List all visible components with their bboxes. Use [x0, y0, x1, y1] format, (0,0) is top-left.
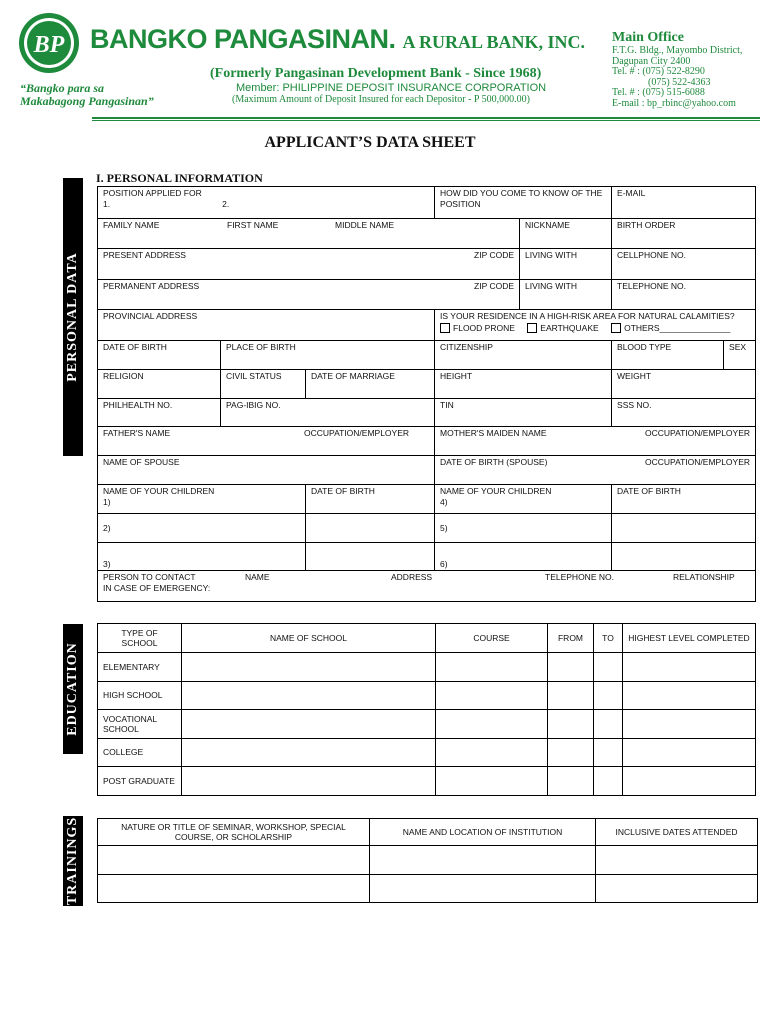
edu-cell[interactable] [594, 653, 623, 682]
training-header-title: NATURE OR TITLE OF SEMINAR, WORKSHOP, SPECIAL COURSE, OR SCHOLARSHIP [98, 819, 370, 846]
weight-cell[interactable]: WEIGHT [612, 370, 756, 399]
section-title: I. PERSONAL INFORMATION [96, 171, 263, 185]
mothers-maiden-name-cell[interactable]: MOTHER'S MAIDEN NAME OCCUPATION/EMPLOYER [435, 427, 756, 456]
training-cell[interactable] [98, 846, 370, 875]
sss-cell[interactable]: SSS NO. [612, 399, 756, 427]
edu-cell[interactable] [436, 682, 548, 710]
edu-cell[interactable] [436, 767, 548, 796]
spouse-name-cell[interactable]: NAME OF SPOUSE [98, 456, 435, 485]
edu-header-course: COURSE [436, 624, 548, 653]
table-row [98, 875, 758, 903]
child-name-cell-5[interactable]: 5) [435, 514, 612, 543]
spouse-dob-cell[interactable]: DATE OF BIRTH (SPOUSE) OCCUPATION/EMPLOYER [435, 456, 756, 485]
edu-cell[interactable] [594, 682, 623, 710]
email-cell[interactable]: E-MAIL [612, 187, 756, 219]
edu-cell[interactable] [623, 739, 756, 767]
edu-header-type: TYPE OF SCHOOL [98, 624, 182, 653]
birth-order-cell[interactable]: BIRTH ORDER [612, 219, 756, 249]
edu-header-to: TO [594, 624, 623, 653]
place-of-birth-cell[interactable]: PLACE OF BIRTH [221, 341, 435, 370]
edu-cell[interactable] [182, 653, 436, 682]
training-cell[interactable] [596, 846, 758, 875]
child-dob-cell-4[interactable]: DATE OF BIRTH [612, 485, 756, 514]
edu-cell[interactable] [623, 682, 756, 710]
telephone-cell[interactable]: TELEPHONE NO. [612, 280, 756, 310]
emergency-contact-cell[interactable]: PERSON TO CONTACT NAME ADDRESS TELEPHONE NO. RELATIONSHIP IN CASE OF EMERGENCY: [98, 571, 756, 602]
edu-row-label: HIGH SCHOOL [98, 682, 182, 710]
table-row [98, 682, 756, 710]
edu-row-label: ELEMENTARY [98, 653, 182, 682]
edu-header-highest-level: HIGHEST LEVEL COMPLETED [623, 624, 756, 653]
edu-row-label: VOCATIONAL SCHOOL [98, 710, 182, 739]
motto: “Bangko para sa Makabagong Pangasinan” [20, 81, 154, 108]
edu-cell[interactable] [623, 767, 756, 796]
religion-cell[interactable]: RELIGION [98, 370, 221, 399]
edu-cell[interactable] [182, 767, 436, 796]
child-dob-cell-6[interactable] [612, 543, 756, 571]
earthquake-checkbox[interactable] [527, 323, 537, 333]
member-text: Member: PHILIPPINE DEPOSIT INSURANCE CORPORATION [236, 82, 547, 94]
child-name-cell-6[interactable]: 6) [435, 543, 612, 571]
tin-cell[interactable]: TIN [435, 399, 612, 427]
child-dob-cell-5[interactable] [612, 514, 756, 543]
living-with-cell[interactable]: LIVING WITH [520, 249, 612, 280]
high-risk-area-cell: IS YOUR RESIDENCE IN A HIGH-RISK AREA FOR NATURAL CALAMITIES? FLOOD PRONE EARTHQUAKE OTHERS_______________ [435, 310, 756, 341]
side-label-trainings: TRAININGS [63, 816, 83, 906]
date-of-birth-cell[interactable]: DATE OF BIRTH [98, 341, 221, 370]
edu-cell[interactable] [594, 710, 623, 739]
training-cell[interactable] [370, 875, 596, 903]
table-row [98, 710, 756, 739]
living-with-cell-2[interactable]: LIVING WITH [520, 280, 612, 310]
main-office-info: Main Office F.T.G. Bldg., Mayombo District, Dagupan City 2400 Tel. # : (075) 522-8290 (075) 522-4363 Tel. # : (075) 515-6088 E-mail : bp_rbinc@yahoo.com [612, 30, 743, 109]
child-dob-cell-2[interactable] [306, 514, 435, 543]
edu-cell[interactable] [623, 653, 756, 682]
side-label-education: EDUCATION [63, 624, 83, 754]
trainings-table [97, 818, 758, 903]
edu-row-label: POST GRADUATE [98, 767, 182, 796]
philhealth-cell[interactable]: PHILHEALTH NO. [98, 399, 221, 427]
training-header-dates: INCLUSIVE DATES ATTENDED [596, 819, 758, 846]
training-cell[interactable] [98, 875, 370, 903]
edu-cell[interactable] [623, 710, 756, 739]
child-dob-cell-3[interactable] [306, 543, 435, 571]
edu-cell[interactable] [548, 739, 594, 767]
table-row [98, 767, 756, 796]
bank-suffix: A RURAL BANK, INC. [402, 32, 586, 52]
present-address-cell[interactable]: PRESENT ADDRESS ZIP CODE [98, 249, 520, 280]
blood-type-cell[interactable]: BLOOD TYPE [612, 341, 724, 370]
header-divider [92, 117, 760, 121]
personal-data-table [97, 186, 756, 602]
child-dob-cell-1[interactable]: DATE OF BIRTH [306, 485, 435, 514]
edu-cell[interactable] [548, 767, 594, 796]
training-cell[interactable] [596, 875, 758, 903]
bank-logo-icon [18, 12, 80, 74]
table-row [98, 846, 758, 875]
letterhead [0, 0, 768, 122]
side-label-personal-data: PERSONAL DATA [63, 178, 83, 456]
civil-status-cell[interactable]: CIVIL STATUS [221, 370, 306, 399]
citizenship-cell[interactable]: CITIZENSHIP [435, 341, 612, 370]
position-applied-cell[interactable]: POSITION APPLIED FOR 1. 2. [98, 187, 435, 219]
edu-header-from: FROM [548, 624, 594, 653]
max-amount-text: (Maximum Amount of Deposit Insured for each Depositor - P 500,000.00) [232, 94, 530, 105]
edu-cell[interactable] [182, 682, 436, 710]
flood-prone-checkbox[interactable] [440, 323, 450, 333]
others-checkbox[interactable] [611, 323, 621, 333]
edu-row-label: COLLEGE [98, 739, 182, 767]
edu-cell[interactable] [182, 739, 436, 767]
height-cell[interactable]: HEIGHT [435, 370, 612, 399]
provincial-address-cell[interactable]: PROVINCIAL ADDRESS [98, 310, 435, 341]
edu-cell[interactable] [548, 710, 594, 739]
page-title: APPLICANT’S DATA SHEET [264, 134, 476, 151]
edu-cell[interactable] [594, 767, 623, 796]
formerly-text: (Formerly Pangasinan Development Bank - Since 1968) [210, 66, 542, 81]
education-table [97, 623, 756, 796]
edu-cell[interactable] [436, 653, 548, 682]
edu-cell[interactable] [436, 710, 548, 739]
sex-cell[interactable]: SEX [724, 341, 756, 370]
child-name-cell-4[interactable]: NAME OF YOUR CHILDREN 4) [435, 485, 612, 514]
training-header-institution: NAME AND LOCATION OF INSTITUTION [370, 819, 596, 846]
how-did-you-know-cell[interactable]: HOW DID YOU COME TO KNOW OF THE POSITION [435, 187, 612, 219]
full-name-cell[interactable]: FAMILY NAME FIRST NAME MIDDLE NAME [98, 219, 520, 249]
cellphone-cell[interactable]: CELLPHONE NO. [612, 249, 756, 280]
training-cell[interactable] [370, 846, 596, 875]
bank-name: BANGKO PANGASINAN. A RURAL BANK, INC. [90, 24, 586, 54]
table-row [98, 739, 756, 767]
child-name-cell-2[interactable]: 2) [98, 514, 306, 543]
svg-text:BP: BP [33, 32, 65, 58]
table-row [98, 653, 756, 682]
child-name-cell-1[interactable]: NAME OF YOUR CHILDREN 1) [98, 485, 306, 514]
edu-cell[interactable] [594, 739, 623, 767]
edu-header-school: NAME OF SCHOOL [182, 624, 436, 653]
edu-cell[interactable] [182, 710, 436, 739]
date-of-marriage-cell[interactable]: DATE OF MARRIAGE [306, 370, 435, 399]
permanent-address-cell[interactable]: PERMANENT ADDRESS ZIP CODE [98, 280, 520, 310]
edu-cell[interactable] [436, 739, 548, 767]
child-name-cell-3[interactable]: 3) [98, 543, 306, 571]
edu-cell[interactable] [548, 653, 594, 682]
nickname-cell[interactable]: NICKNAME [520, 219, 612, 249]
fathers-name-cell[interactable]: FATHER'S NAME OCCUPATION/EMPLOYER [98, 427, 435, 456]
edu-cell[interactable] [548, 682, 594, 710]
pagibig-cell[interactable]: PAG-IBIG NO. [221, 399, 435, 427]
